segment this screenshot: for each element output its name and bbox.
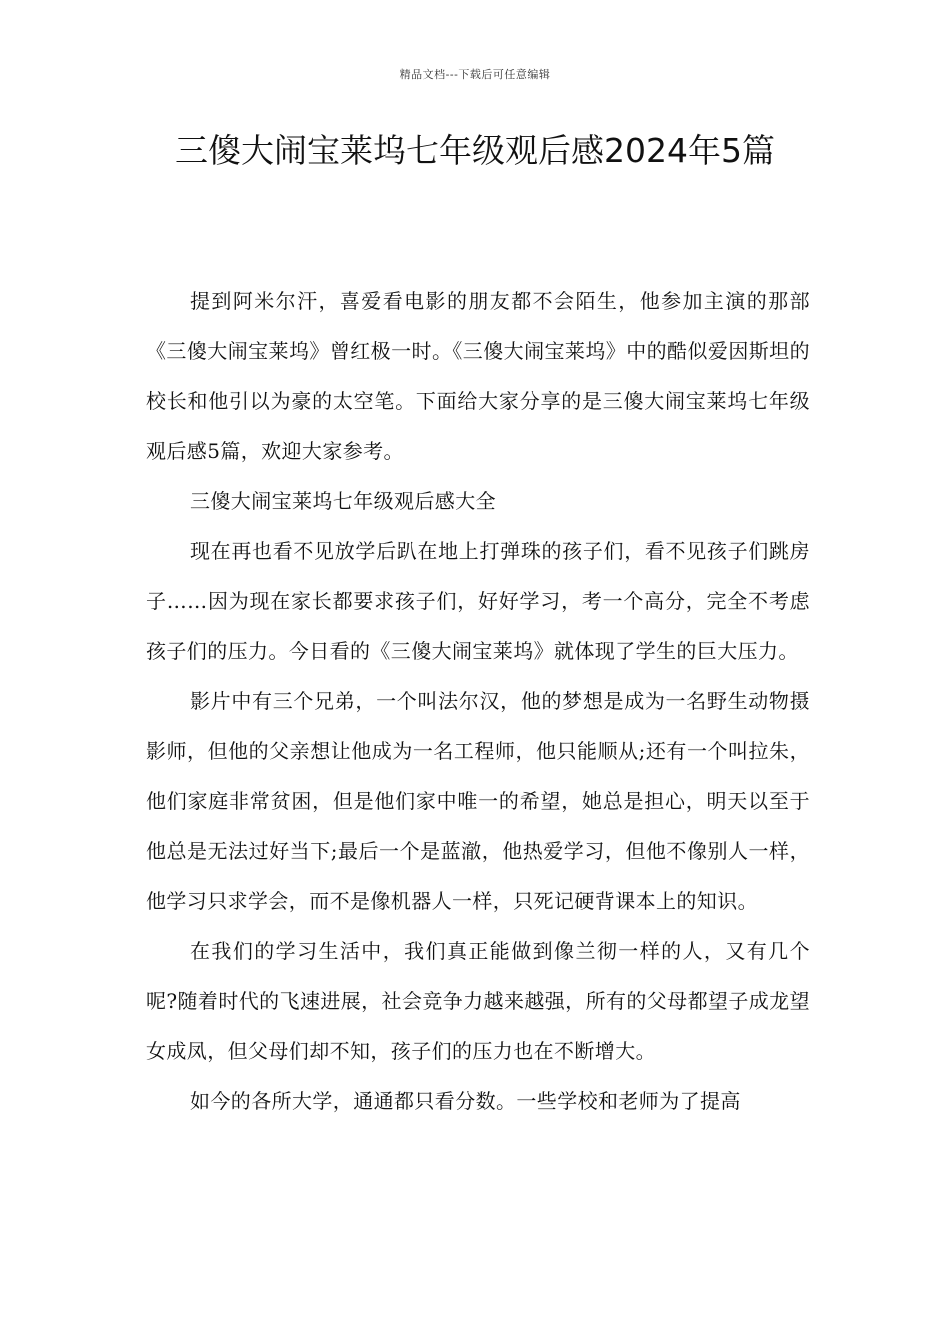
document-body bbox=[146, 276, 810, 1126]
body-paragraph: 在我们的学习生活中，我们真正能做到像兰彻一样的人，又有几个呢?随着时代的飞速进展，社会竞争力越来越强，所有的父母都望子成龙望女成凤，但父母们却不知，孩子们的压力也在不断增大。 bbox=[146, 939, 810, 1063]
body-paragraph: 影片中有三个兄弟，一个叫法尔汉，他的梦想是成为一名野生动物摄影师，但他的父亲想让他成为一名工程师，他只能顺从;还有一个叫拉朱，他们家庭非常贫困，但是他们家中唯一的希望，她总是担心，明天以至于他总是无法过好当下;最后一个是蓝澈，他热爱学习，但他不像别人一样，他学习只求学会，而不是像机器人一样，只死记硬背课本上的知识。 bbox=[146, 689, 810, 913]
header-note: 精品文档---下载后可任意编辑 bbox=[399, 68, 551, 81]
body-paragraph: 如今的各所大学，通通都只看分数。一些学校和老师为了提高 bbox=[190, 1089, 741, 1113]
section-heading: 三傻大闹宝莱坞七年级观后感大全 bbox=[190, 489, 496, 513]
intro-paragraph: 提到阿米尔汗，喜爱看电影的朋友都不会陌生，他参加主演的那部《三傻大闹宝莱坞》曾红极一时。《三傻大闹宝莱坞》中的酷似爱因斯坦的校长和他引以为豪的太空笔。下面给大家分享的是三傻大闹宝莱坞七年级观后感5篇，欢迎大家参考。 bbox=[146, 289, 810, 463]
body-paragraph: 现在再也看不见放学后趴在地上打弹珠的孩子们，看不见孩子们跳房子……因为现在家长都要求孩子们，好好学习，考一个高分，完全不考虑孩子们的压力。今日看的《三傻大闹宝莱坞》就体现了学生的巨大压力。 bbox=[146, 539, 810, 663]
document-title: 三傻大闹宝莱坞七年级观后感2024年5篇 bbox=[175, 131, 775, 170]
